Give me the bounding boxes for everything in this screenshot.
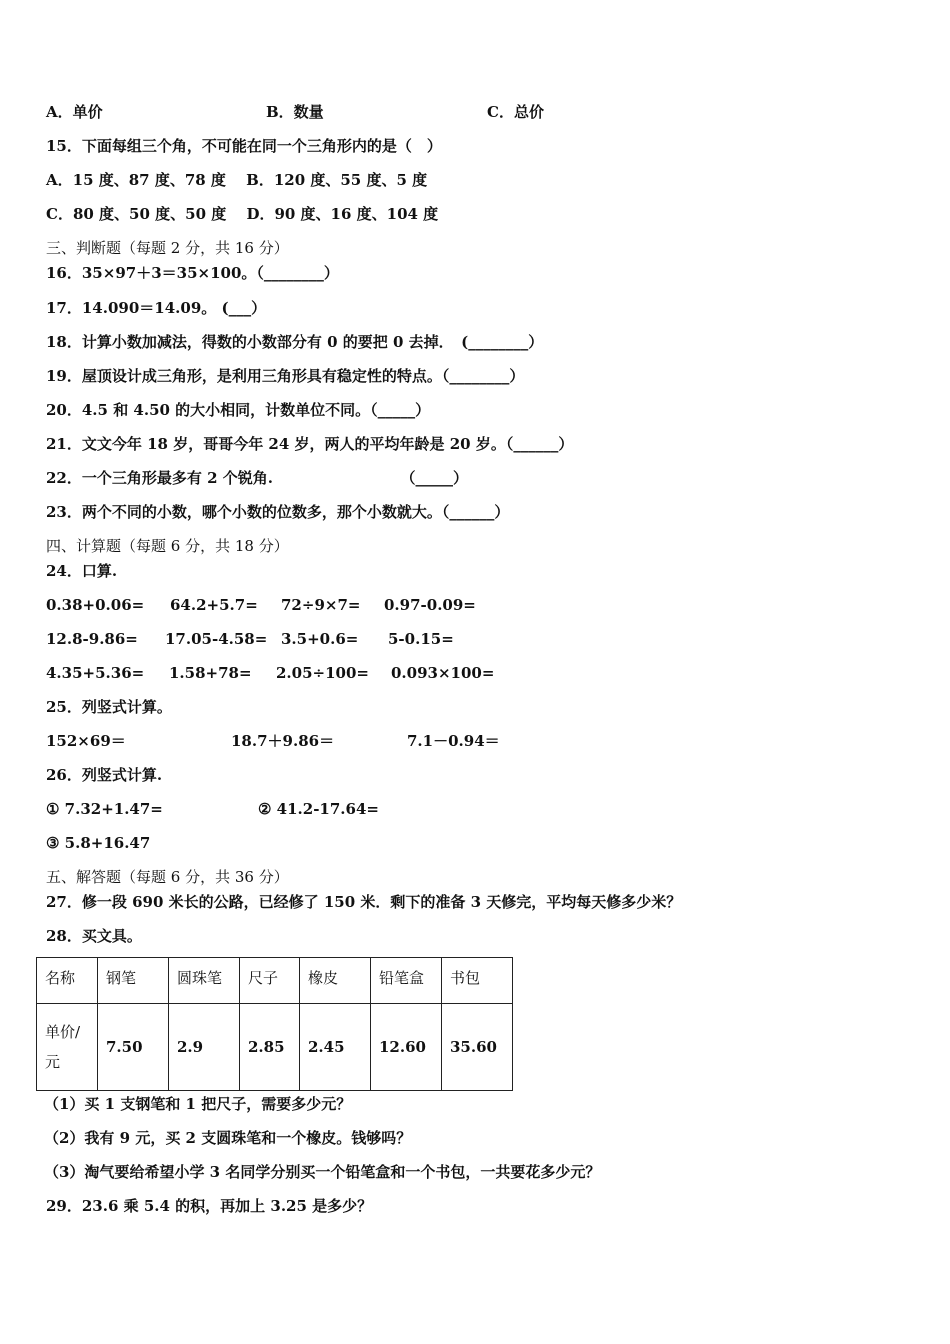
judge-item: 16．35×97＋3＝35×100。（________） [46, 264, 339, 282]
q24-expr: 1.58+78= [169, 664, 252, 682]
q24-title: 24．口算. [46, 562, 118, 580]
section-4-heading: 四、计算题（每题 6 分，共 18 分） [46, 537, 289, 555]
table-row [37, 958, 513, 1004]
judge-item: 20．4.5 和 4.50 的大小相同，计数单位不同。（_____） [46, 401, 431, 419]
judge-item: 18．计算小数加减法，得数的小数部分有 0 的要把 0 去掉． (________） [46, 333, 544, 351]
q14-option-a: A．单价 [46, 103, 103, 121]
q26-expr: ③ 5.8+16.47 [46, 834, 151, 852]
table-header-cell: 书包 [442, 958, 513, 1004]
q27: 27．修一段 690 米长的公路，已经修了 150 米．剩下的准备 3 天修完，平均每天修多少米？ [46, 893, 682, 911]
q24-expr: 17.05-4.58= [165, 630, 268, 648]
table-cell-price: 2.85 [240, 1004, 300, 1091]
q24-expr: 2.05÷100= [276, 664, 369, 682]
q15-stem: 15．下面每组三个角，不可能在同一个三角形内的是（ ） [46, 137, 442, 155]
q26-expr: ② 41.2-17.64= [258, 800, 379, 818]
table-cell-price: 2.9 [169, 1004, 240, 1091]
q15-options-cd: C．80 度、50 度、50 度 D．90 度、16 度、104 度 [46, 205, 439, 223]
table-cell-price: 7.50 [98, 1004, 169, 1091]
table-row-label [37, 1004, 98, 1091]
judge-item: 23．两个不同的小数，哪个小数的位数多，那个小数就大。（______） [46, 503, 510, 521]
q25-expr: 7.1－0.94＝ [407, 732, 500, 750]
q24-expr: 0.97-0.09= [384, 596, 476, 614]
judge-item: 19．屋顶设计成三角形，是利用三角形具有稳定性的特点。（________） [46, 367, 525, 385]
q25-title: 25．列竖式计算。 [46, 698, 172, 716]
row-label-line-2: 元 [45, 1053, 61, 1071]
q28-title: 28．买文具。 [46, 927, 142, 945]
q29: 29．23.6 乘 5.4 的积，再加上 3.25 是多少？ [46, 1197, 373, 1215]
table-header-cell: 铅笔盒 [371, 958, 442, 1004]
table-cell-price: 35.60 [442, 1004, 513, 1091]
q28-sub-question: （3）淘气要给希望小学 3 名同学分别买一个铅笔盒和一个书包，一共要花多少元？ [44, 1163, 601, 1181]
q25-expr: 18.7＋9.86＝ [231, 732, 335, 750]
table-cell-price: 12.60 [371, 1004, 442, 1091]
table-header-cell: 尺子 [240, 958, 300, 1004]
q14-option-b: B．数量 [266, 103, 324, 121]
q24-expr: 3.5+0.6= [281, 630, 359, 648]
section-3-heading: 三、判断题（每题 2 分，共 16 分） [46, 239, 289, 257]
table-header-cell: 钢笔 [98, 958, 169, 1004]
row-label-line-1: 单价/ [45, 1023, 81, 1041]
table-row [37, 1004, 513, 1091]
stationery-price-table [36, 957, 513, 1091]
q24-expr: 0.093×100= [391, 664, 495, 682]
section-5-heading: 五、解答题（每题 6 分，共 36 分） [46, 868, 289, 886]
q25-expr: 152×69＝ [46, 732, 126, 750]
q24-expr: 4.35+5.36= [46, 664, 145, 682]
table-header-cell: 圆珠笔 [169, 958, 240, 1004]
q14-option-c: C．总价 [487, 103, 544, 121]
table-header-cell: 名称 [37, 958, 98, 1004]
q28-sub-question: （2）我有 9 元，买 2 支圆珠笔和一个橡皮。钱够吗？ [44, 1129, 412, 1147]
judge-item: 22．一个三角形最多有 2 个锐角. （_____） [46, 469, 468, 487]
q24-expr: 72÷9×7= [281, 596, 361, 614]
q24-expr: 12.8-9.86= [46, 630, 138, 648]
table-header-cell: 橡皮 [300, 958, 371, 1004]
q28-sub-question: （1）买 1 支钢笔和 1 把尺子，需要多少元？ [44, 1095, 352, 1113]
q26-title: 26．列竖式计算. [46, 766, 163, 784]
judge-item: 17．14.090＝14.09。 (___） [46, 299, 267, 317]
q24-expr: 5-0.15= [388, 630, 454, 648]
judge-item: 21．文文今年 18 岁，哥哥今年 24 岁，两人的平均年龄是 20 岁。（______） [46, 435, 574, 453]
q26-expr: ① 7.32+1.47= [46, 800, 163, 818]
table-cell-price: 2.45 [300, 1004, 371, 1091]
q24-expr: 0.38+0.06= [46, 596, 145, 614]
q24-expr: 64.2+5.7= [170, 596, 258, 614]
q15-options-ab: A．15 度、87 度、78 度 B．120 度、55 度、5 度 [46, 171, 428, 189]
